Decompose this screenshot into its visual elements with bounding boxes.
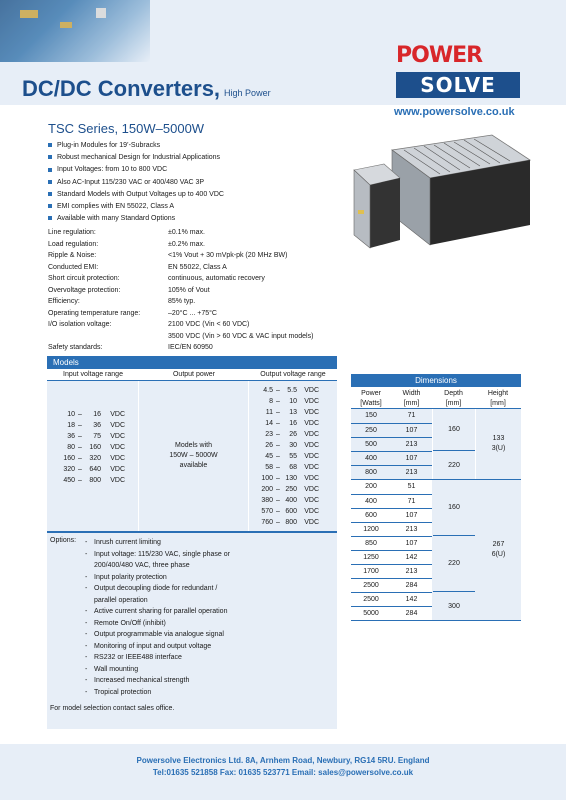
option-item: - Input polarity protection — [85, 573, 167, 581]
input-range-row: 10 – 16 VDC — [67, 411, 125, 418]
input-range-row: 36 – 75 VDC — [67, 433, 125, 440]
input-range-row: 160 – 320 VDC — [63, 455, 125, 462]
feature-item: Plug-in Modules for 19’-Subracks — [48, 140, 348, 152]
spec-row: Conducted EMI: EN 55022, Class A — [48, 263, 227, 271]
height-cell: 267 6(U) — [475, 480, 521, 620]
header-input-voltage: Input voltage range — [63, 371, 123, 378]
input-range-row: 320 – 640 VDC — [63, 466, 125, 473]
feature-item: EMI complies with EN 55022, Class A — [48, 201, 348, 213]
spec-row: Line regulation: ±0.1% max. — [48, 229, 205, 236]
feature-item: Also AC-Input 115/230 VAC or 400/480 VAC 3P — [48, 177, 348, 189]
option-item: - Wall mounting — [85, 665, 139, 673]
output-range-row: 45 – 55 VDC — [265, 453, 319, 460]
option-item: - RS232 or IEEE488 interface — [85, 654, 182, 661]
depth-cell: 160 — [448, 504, 460, 512]
page-subtitle: High Power — [224, 88, 271, 98]
footer-contact[interactable]: Tel:01635 521858 Fax: 01635 523771 Email: sales@powersolve.co.uk — [152, 768, 414, 777]
feature-item: Input Voltages: from 10 to 800 VDC — [48, 164, 348, 176]
spec-row: Load regulation: ±0.2% max. — [48, 240, 205, 248]
dimension-row: 1700 213 — [351, 564, 432, 578]
output-range-row: 760 – 800 VDC — [261, 519, 319, 526]
dimension-row: 400 107 — [351, 451, 432, 465]
header-circuit-image — [0, 0, 150, 62]
bullet-icon — [48, 168, 52, 172]
output-range-row: 8 – 10 VDC — [269, 398, 319, 405]
dimension-row: 800 213 — [351, 465, 432, 479]
feature-list — [48, 140, 348, 225]
powersolve-logo — [396, 44, 520, 102]
bullet-icon — [48, 180, 52, 184]
output-range-row: 570 – 600 VDC — [261, 508, 319, 515]
option-item: - Tropical protection — [85, 688, 152, 696]
dimension-row: 1200 213 — [351, 522, 432, 536]
spec-list — [48, 227, 348, 354]
output-power-column — [139, 381, 249, 531]
output-range-row: 200 – 250 VDC — [261, 486, 319, 493]
feature-item: Available with many Standard Options — [48, 213, 348, 225]
depth-cell: 160 — [448, 426, 460, 434]
dimensions-group-3u — [351, 409, 521, 480]
spec-row: Ripple & Noise: <1% Vout + 30 mVpk-pk (20 MHz BW) — [48, 252, 288, 259]
dimension-row: 5000 284 — [351, 606, 432, 620]
height-cell: 133 3(U) — [475, 409, 521, 479]
dimensions-group-6u — [351, 480, 521, 621]
options-section — [47, 533, 337, 729]
spec-row: Efficiency: 85% typ. — [48, 298, 196, 305]
spec-row: I/O isolation voltage: 2100 VDC (Vin < 60 VDC) — [48, 321, 250, 328]
option-item: - Active current sharing for parallel operation — [85, 608, 228, 615]
dimension-row: 1250 142 — [351, 550, 432, 564]
option-item-continued: 200/400/480 VAC, three phase — [94, 562, 190, 569]
option-item: - Monitoring of input and output voltage — [85, 642, 212, 650]
dimension-row: 2500 284 — [351, 578, 432, 592]
option-item: - Remote On/Off (inhibit) — [85, 619, 166, 627]
footer-address: Powersolve Electronics Ltd. 8A, Arnhem Road, Newbury, RG14 5RU. England — [136, 756, 430, 765]
dimensions-title: Dimensions — [351, 374, 521, 387]
page-footer — [0, 744, 566, 800]
output-range-row: 58 – 68 VDC — [265, 464, 319, 471]
dimension-row: 250 107 — [351, 423, 432, 437]
input-range-row: 18 – 36 VDC — [67, 422, 125, 429]
converter-module-image — [352, 130, 532, 250]
spec-row: 3500 VDC (Vin > 60 VDC & VAC input models) — [168, 332, 314, 340]
bullet-icon — [48, 143, 52, 147]
dimensions-table — [351, 374, 521, 621]
depth-cell: 220 — [433, 450, 475, 479]
spec-row: Overvoltage protection: 105% of Vout — [48, 286, 210, 294]
spec-row: Safety standards: IEC/EN 60950 — [48, 344, 213, 351]
option-item: - Inrush current limiting — [85, 539, 161, 546]
dimension-row: 200 51 — [365, 483, 416, 490]
option-item: - Increased mechanical strength — [85, 677, 190, 684]
option-item-continued: parallel operation — [94, 596, 148, 604]
output-power-line: available — [179, 462, 208, 469]
dimension-row: 150 71 — [365, 412, 416, 419]
series-heading: TSC Series, 150W–5000W — [48, 121, 205, 136]
output-range-row: 23 – 26 VDC — [265, 431, 319, 438]
page-header — [0, 0, 566, 120]
output-power-line: Models with — [175, 442, 212, 449]
output-range-row: 14 – 16 VDC — [265, 420, 319, 427]
options-label: Options: — [50, 537, 77, 544]
input-range-row: 80 – 160 VDC — [67, 444, 125, 451]
options-list — [85, 537, 230, 698]
output-voltage-column — [249, 381, 337, 531]
output-range-row: 11 – 13 VDC — [265, 409, 319, 416]
option-item: - Input voltage: 115/230 VAC, single phase or — [85, 550, 230, 558]
bullet-icon — [48, 204, 52, 208]
depth-cell: 300 — [433, 591, 475, 620]
website-link[interactable]: www.powersolve.co.uk — [394, 106, 515, 118]
feature-item: Robust mechanical Design for Industrial Applications — [48, 152, 348, 164]
option-item: - Output programmable via analogue signal — [85, 631, 224, 638]
output-range-row: 380 – 400 VDC — [261, 497, 319, 504]
output-range-row: 100 – 130 VDC — [261, 475, 319, 482]
header-power: Power [Watts] — [360, 390, 382, 407]
input-voltage-column — [47, 381, 139, 531]
models-title: Models — [47, 356, 337, 369]
output-power-line: 150W – 5000W — [169, 452, 218, 459]
header-height: Height [mm] — [487, 390, 509, 407]
dimension-row: 500 213 — [351, 437, 432, 451]
output-range-row: 4.5 – 5.5 VDC — [263, 387, 319, 394]
header-output-voltage: Output voltage range — [260, 371, 326, 378]
spec-row: Operating temperature range: –20°C ... +75°C — [48, 309, 217, 317]
header-depth: Depth [mm] — [444, 390, 463, 407]
dimension-row: 600 107 — [351, 508, 432, 522]
dimension-row: 2500 142 — [351, 592, 432, 606]
dimension-row: 850 107 — [351, 536, 432, 550]
models-header-row — [47, 369, 337, 381]
header-width: Width [mm] — [402, 390, 421, 407]
option-item: - Output decoupling diode for redundant / — [85, 585, 218, 592]
logo-top-text: POWER — [396, 43, 483, 68]
dimension-row: 400 71 — [351, 494, 432, 508]
models-body — [47, 381, 337, 531]
input-range-row: 450 – 800 VDC — [63, 477, 125, 484]
dimensions-header-row — [351, 387, 521, 409]
depth-cells — [432, 409, 475, 479]
models-footnote: For model selection contact sales office. — [50, 705, 175, 712]
spec-row: Short circuit protection: continuous, automatic recovery — [48, 275, 265, 282]
output-range-row: 26 – 30 VDC — [265, 442, 319, 449]
bullet-icon — [48, 216, 52, 220]
feature-item: Standard Models with Output Voltages up to 400 VDC — [48, 189, 348, 201]
depth-cells — [432, 480, 475, 620]
logo-bottom-text: SOLVE — [396, 72, 520, 98]
bullet-icon — [48, 192, 52, 196]
bullet-icon — [48, 155, 52, 159]
models-table — [47, 356, 337, 729]
page-title: DC/DC Converters, High Power — [22, 76, 271, 101]
header-output-power: Output power — [172, 371, 216, 378]
depth-cell: 220 — [433, 535, 475, 591]
